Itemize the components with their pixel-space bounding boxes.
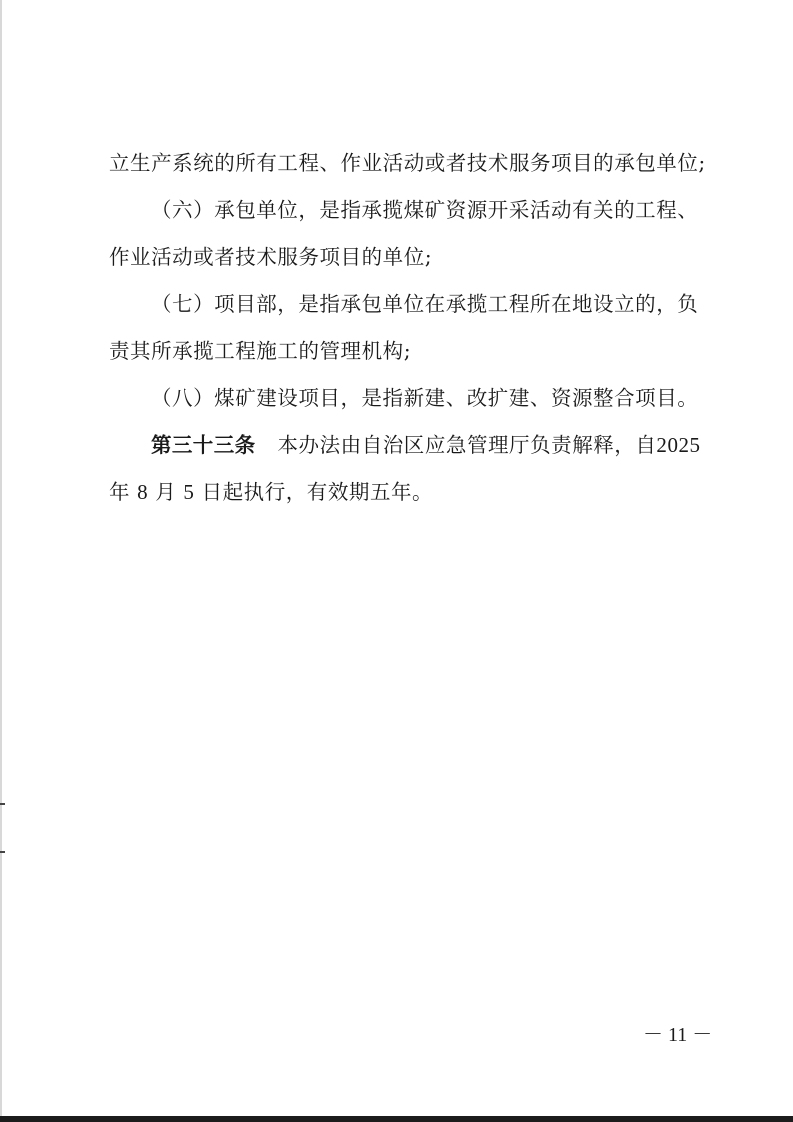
scan-edge-mark: [0, 803, 5, 805]
paragraph-line: 作业活动或者技术服务项目的单位;: [109, 245, 433, 269]
article-text: 本办法由自治区应急管理厅负责解释，自: [277, 433, 657, 457]
article-year: 2025: [656, 433, 701, 457]
article-text: 年: [109, 480, 131, 504]
page-number: － 11 －: [643, 1024, 713, 1046]
article-text: 日起执行，有效期五年。: [201, 480, 434, 504]
scan-left-edge: [0, 0, 2, 1122]
scan-edge-mark: [0, 851, 5, 853]
article-day: 5: [183, 480, 195, 504]
paragraph-line: （六）承包单位，是指承揽煤矿资源开采活动有关的工程、: [151, 198, 699, 222]
article-text: 月: [155, 480, 177, 504]
scan-bottom-edge: [0, 1116, 793, 1122]
article-line-2: [109, 469, 695, 516]
paragraph-line: （八）煤矿建设项目，是指新建、改扩建、资源整合项目。: [151, 386, 699, 410]
article-line: [109, 422, 701, 469]
paragraph-line: 责其所承揽工程施工的管理机构;: [109, 339, 412, 363]
body-text: [109, 140, 706, 516]
paragraph-line: （七）项目部，是指承包单位在承揽工程所在地设立的，负: [151, 292, 699, 316]
article-title: 第三十三条: [151, 433, 256, 457]
paragraph-line: 立生产系统的所有工程、作业活动或者技术服务项目的承包单位;: [109, 151, 706, 175]
article-month: 8: [137, 480, 149, 504]
